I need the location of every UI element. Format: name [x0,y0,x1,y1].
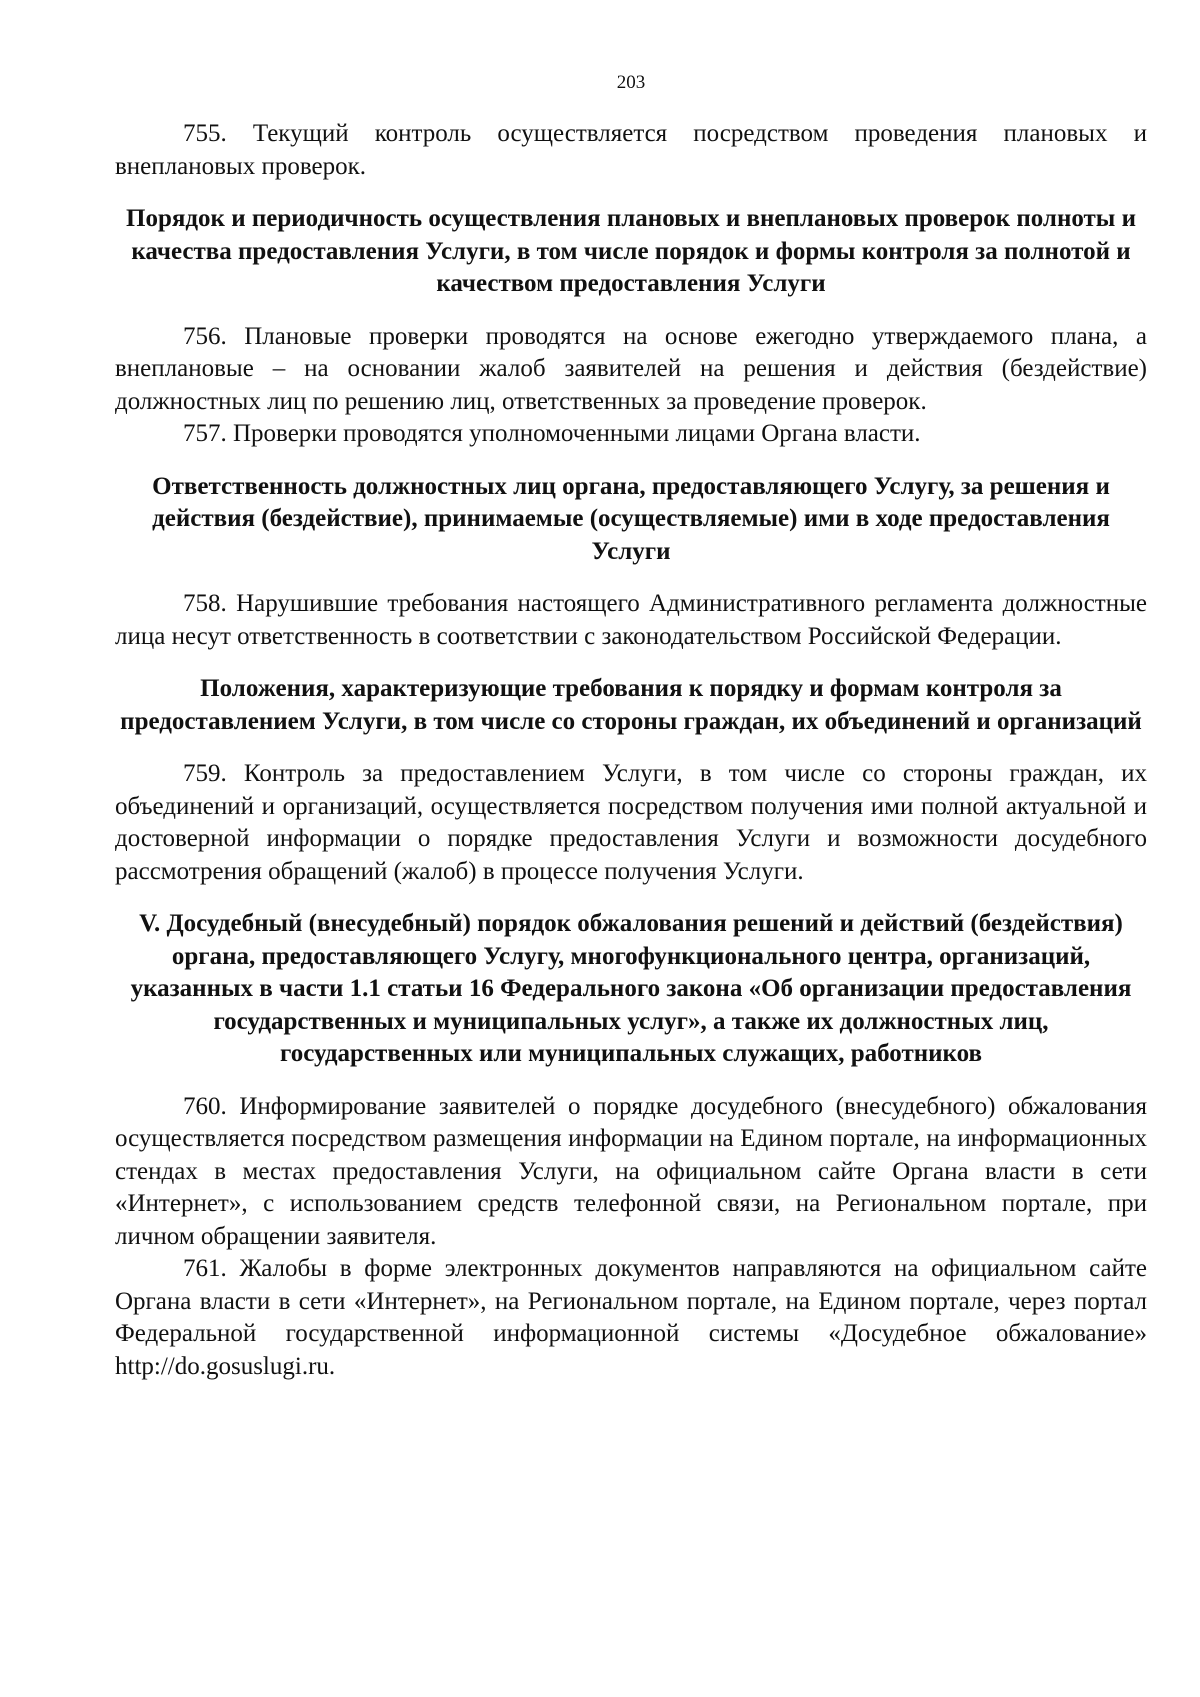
heading-section-v-pretrial-appeal: V. Досудебный (внесудебный) порядок обжалования решений и действий (бездействия) органа, предоставляющего Услугу, многофункционального центра, организаций, указанных в части 1.1 статьи 16 Федерального закона «Об организации предоставления государственных и муниципальных услуг», а также их должностных лиц, государственных или муниципальных служащих, работников [130,910,1132,1067]
paragraph-761: 761. Жалобы в форме электронных документов направляются на официальном сайте Органа власти в сети «Интернет», на Региональном портале, на Едином портале, через портал Федеральной государственной информационной системы «Досудебное обжалование» http://do.gosuslugi.ru. [115,1255,1147,1380]
paragraph-759: 759. Контроль за предоставлением Услуги, в том числе со стороны граждан, их объединений и организаций, осуществляется посредством получения ими полной актуальной и достоверной информации о порядке предоставления Услуги и возможности досудебного рассмотрения обращений (жалоб) в процессе получения Услуги. [115,760,1147,885]
document-page [115,0,1147,1697]
heading-control-requirements: Положения, характеризующие требования к порядку и формам контроля за предоставлением Услуги, в том числе со стороны граждан, их объединений и организаций [120,675,1142,735]
page-number: 203 [616,72,646,93]
paragraph-760: 760. Информирование заявителей о порядке досудебного (внесудебного) обжалования осуществляется посредством размещения информации на Едином портале, на информационных стендах в местах предоставления Услуги, на официальном сайте Органа власти в сети «Интернет», с использованием средств телефонной связи, на Региональном портале, при личном обращении заявителя. [115,1092,1147,1250]
document-body [115,118,1147,1383]
paragraph-758: 758. Нарушившие требования настоящего Административного регламента должностные лица несут ответственность в соответствии с законодательством Российской Федерации. [115,590,1147,650]
heading-inspections-procedure: Порядок и периодичность осуществления плановых и внеплановых проверок полноты и качества предоставления Услуги, в том числе порядок и формы контроля за полнотой и качеством предоставления Услуги [126,205,1136,297]
paragraph-756: 756. Плановые проверки проводятся на основе ежегодно утверждаемого плана, а внеплановые – на основании жалоб заявителей на решения и действия (бездействие) должностных лиц по решению лиц, ответственных за проведение проверок. [115,322,1147,415]
paragraph-757: 757. Проверки проводятся уполномоченными лицами Органа власти. [183,420,921,447]
paragraph-755: 755. Текущий контроль осуществляется посредством проведения плановых и внеплановых проверок. [115,120,1147,180]
heading-officials-responsibility: Ответственность должностных лиц органа, предоставляющего Услугу, за решения и действия (бездействие), принимаемые (осуществляемые) ими в ходе предоставления Услуги [152,472,1110,565]
